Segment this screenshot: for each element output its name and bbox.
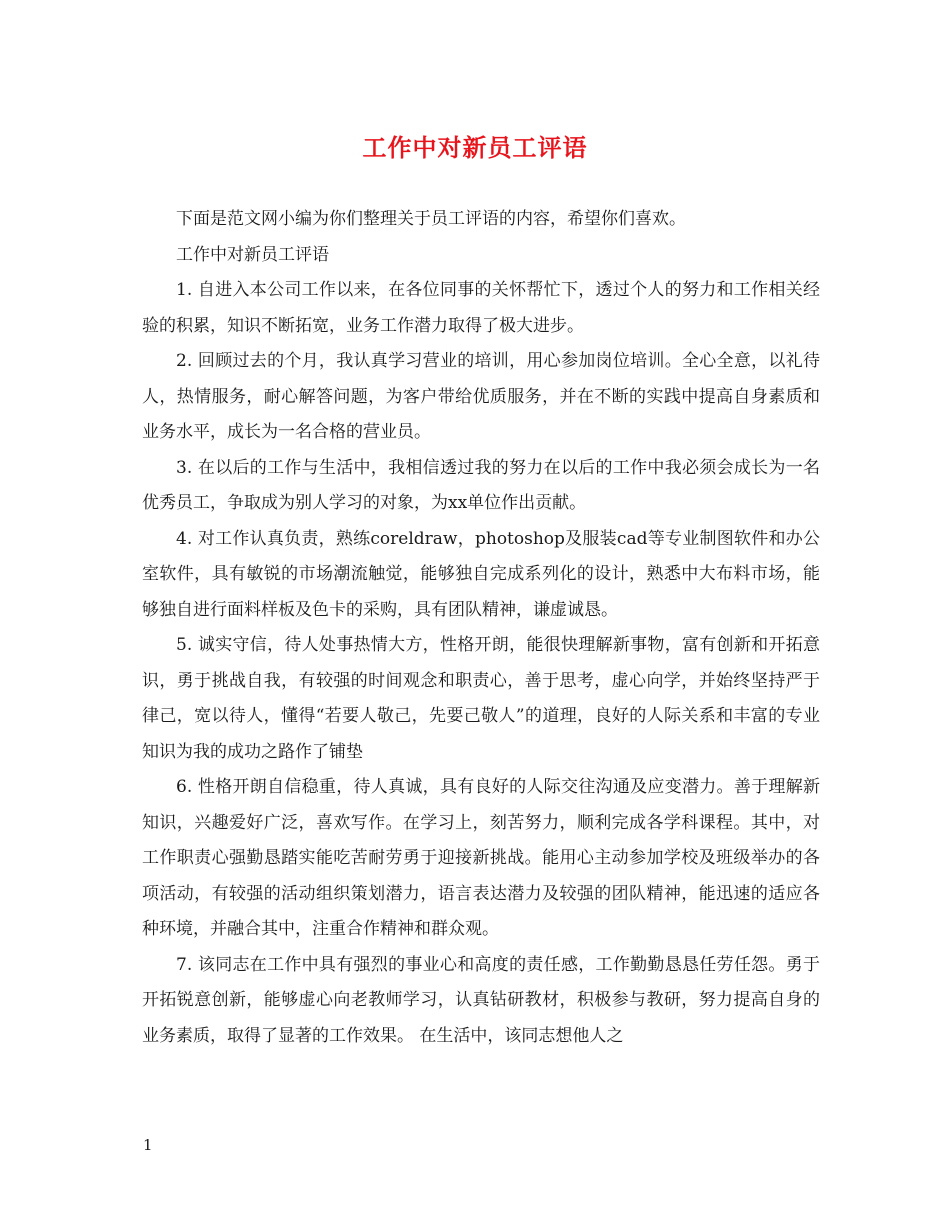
comment-paragraph-3: 3. 在以后的工作与生活中，我相信透过我的努力在以后的工作中我必须会成长为一名优秀员工，争取成为别人学习的对象，为xx单位作出贡献。 bbox=[142, 457, 820, 513]
comment-paragraph-6: 6. 性格开朗自信稳重，待人真诚，具有良好的人际交往沟通及应变潜力。善于理解新知识，兴趣爱好广泛，喜欢写作。在学习上，刻苦努力，顺利完成各学科课程。其中，对工作职责心强勤恳踏实能吃苦耐劳勇于迎接新挑战。能用心主动参加学校及班级举办的各项活动，有较强的活动组织策划潜力，语言表达潜力及较强的团队精神，能迅速的适应各种环境，并融合其中，注重合作精神和群众观。 bbox=[142, 777, 820, 939]
comment-paragraph-4: 4. 对工作认真负责，熟练coreldraw，photoshop及服装cad等专业制图软件和办公室软件，具有敏锐的市场潮流触觉，能够独自完成系列化的设计，熟悉中大布料市场，能够独自进行面料样板及色卡的采购，具有团队精神，谦虚诚恳。 bbox=[142, 528, 820, 620]
document-title: 工作中对新员工评语 bbox=[362, 134, 588, 162]
comment-paragraph-1: 1. 自进入本公司工作以来，在各位同事的关怀帮忙下，透过个人的努力和工作相关经验的积累，知识不断拓宽，业务工作潜力取得了极大进步。 bbox=[142, 280, 820, 336]
comment-paragraph-7: 7. 该同志在工作中具有强烈的事业心和高度的责任感，工作勤勤恳恳任劳任怨。勇于开拓锐意创新，能够虚心向老教师学习，认真钻研教材，积极参与教研，努力提高自身的业务素质，取得了显著的工作效果。 在生活中，该同志想他人之 bbox=[142, 954, 820, 1046]
page-number: 1 bbox=[143, 1136, 153, 1154]
comment-paragraph-2: 2. 回顾过去的个月，我认真学习营业的培训，用心参加岗位培训。全心全意，以礼待人，热情服务，耐心解答问题，为客户带给优质服务，并在不断的实践中提高自身素质和业务水平，成长为一名合格的营业员。 bbox=[142, 351, 820, 442]
section-heading: 工作中对新员工评语 bbox=[176, 244, 329, 265]
comment-paragraph-5: 5. 诚实守信，待人处事热情大方，性格开朗，能很快理解新事物，富有创新和开拓意识，勇于挑战自我，有较强的时间观念和职责心，善于思考，虚心向学，并始终坚持严于律己，宽以待人，懂得“若要人敬己，先要己敬人”的道理，良好的人际关系和丰富的专业知识为我的成功之路作了铺垫 bbox=[142, 635, 820, 762]
intro-paragraph: 下面是范文网小编为你们整理关于员工评语的内容，希望你们喜欢。 bbox=[176, 209, 686, 229]
document-body bbox=[142, 202, 820, 1054]
